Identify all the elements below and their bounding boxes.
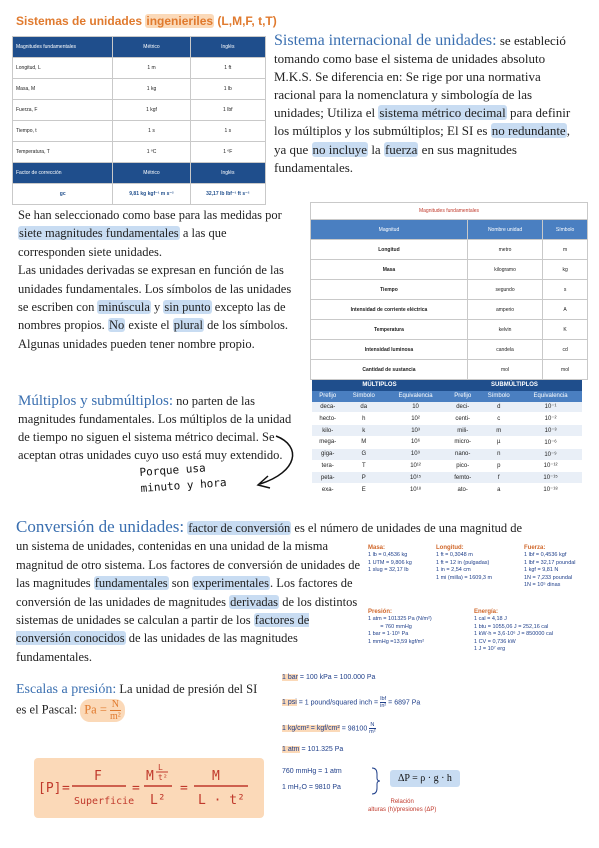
svg-text:M: M	[212, 769, 220, 784]
handwritten-note: Porque usa minuto y hora	[139, 461, 227, 495]
multiples-paragraph: Múltiplos y submúltiplos: no parten de las magnitudes fundamentales. Los múltiplos de la unidad de tiempo no siguen el sistema métrico decimal. Se aceptan otras unidades cuyo uso está muy extendido.	[18, 393, 292, 462]
ing-header: Magnitudes fundamentales	[13, 37, 113, 58]
arrow-icon	[246, 432, 306, 492]
factors-masa: Masa: 1 lb = 0,4536 kg 1 UTM = 9,806 kg 1 slug = 32,17 lb	[368, 545, 412, 574]
table-row: Temperatura, T 1 ºC 1 ºF	[13, 142, 266, 163]
factors-energia: Energía: 1 cal = 4,18 J 1 btu = 1055,06 J = 252,16 cal 1 kW·h = 3,6·10⁶ J = 850000 cal 1 CV = 0,736 kW 1 J = 10⁷ erg	[474, 609, 554, 653]
kgcm-line: 1 kg/cm² = kgf/cm² = 98100 $\frac{N}{\text{m²}}$	[282, 722, 376, 735]
ing-table	[12, 36, 266, 205]
table-row: tera- T 10¹² pico- p 10⁻¹²	[312, 460, 582, 472]
svg-text:M: M	[146, 769, 154, 784]
table-row: Tiempo segundo s	[311, 280, 588, 300]
bar-line: 1 bar = 100 kPa = 100.000 Pa	[282, 674, 376, 681]
multiples-table: MÚLTIPLOS SUBMÚLTIPLOS Prefijo Símbolo Equivalencia Prefijo Símbolo Equivalencia deca- da 10 deci- d 10⁻¹ hecto- h 10² centi- c 10⁻² kilo- k 10³ mili- m 10⁻³ mega- M 10⁶ micro- µ 10⁻⁶ giga- G 10⁹ nano- n 10⁻⁹ tera- T 10¹² pico- p 10⁻¹² peta- P 10¹⁵ femto- f 10⁻¹⁵ exa- E 10¹⁸ ato- a 10⁻¹⁸	[312, 380, 582, 496]
svg-text:t²: t²	[158, 773, 168, 782]
si-paragraph: Sistema internacional de unidades: se estableció tomando como base el sistema de unidades absoluto M.K.S. Se diferencia en: Se rige por una normativa racional para la nomenclatura y simbología de las unidades; Utiliza el sistema métrico decimal para definir los múltiplos y los submúltiplos; El SI es no redundante, ya que no incluye la fuerza en sus magnitudes fundamentales.	[274, 32, 571, 175]
pascal-definition: Pa = $\frac{N}{\text{m²}}$	[80, 699, 125, 722]
formula-drawing	[34, 758, 264, 818]
mh2o-line: 1 mH₂O = 9810 Pa	[282, 784, 341, 791]
table-row: Factor de corrección Métrico Inglés	[13, 163, 266, 184]
ing-header: Métrico	[113, 37, 190, 58]
svg-text:Superficie: Superficie	[74, 796, 135, 807]
magnitudes-table: Magnitudes fundamentales Magnitud Nombre unidad Símbolo Longitud metro m Masa kilogramo kg Tiempo segundo s Intensidad de corriente eléctrica amperio A Temperatura kelvin K Intensidad luminosa candela cd Cantidad de sustancia mol mol	[310, 202, 588, 380]
si-heading: Sistema internacional de unidades:	[274, 32, 497, 49]
mmhg-line: 760 mmHg = 1 atm	[282, 768, 342, 775]
table-row: Masa kilogramo kg	[311, 260, 588, 280]
svg-text:L: L	[158, 763, 163, 772]
magnitudes-caption: Magnitudes fundamentales	[311, 203, 588, 220]
multiples-heading: Múltiplos y submúltiplos:	[18, 393, 174, 409]
conversion-paragraph: Conversión de unidades: factor de conversión es el número de unidades de una magnitud de un sistema de unidades, contenidas en una unidad de la misma magnitud de otro sistema. Los factores de conversión de unidades de las magnitudes fundamentales son experimentales. Los factores de conversión de las unidades de magnitudes derivadas de los distintos sistemas de unidades se calculan a partir de los factores de conversión conocidos de las unidades de las magnitudes fundamentales.	[16, 517, 523, 664]
table-row: gc 9,81 kg kgf⁻¹ m s⁻² 32,17 lb lbf⁻¹ ft s⁻²	[13, 184, 266, 205]
svg-text:=: =	[180, 781, 188, 796]
table-row: hecto- h 10² centi- c 10⁻²	[312, 413, 582, 425]
table-row: Longitud metro m	[311, 240, 588, 260]
ing-title: Sistemas de unidades ingenieriles (L,M,F, t,T)	[16, 14, 277, 28]
table-row: Tiempo, t 1 s 1 s	[13, 121, 266, 142]
formula-lhs: [P]	[38, 781, 62, 796]
table-row: kilo- k 10³ mili- m 10⁻³	[312, 425, 582, 437]
pressure-heading: Escalas a presión:	[16, 682, 117, 697]
svg-text:F: F	[94, 769, 102, 784]
table-row: Temperatura kelvin K	[311, 320, 588, 340]
factors-longitud: Longitud: 1 ft = 0,3048 m 1 ft = 12 in (pulgadas) 1 in = 2,54 cm 1 mi (milla) = 1609,3 m	[436, 545, 493, 581]
pressure-paragraph: Escalas a presión: La unidad de presión del SI es el Pascal: Pa = $\frac{N}{\text{m²}}$	[16, 682, 258, 722]
brace-icon	[370, 766, 382, 796]
pressure-formula	[34, 758, 264, 818]
svg-text:L²: L²	[150, 793, 166, 808]
base-paragraph: Se han seleccionado como base para las medidas por siete magnitudes fundamentales a las que corresponden siete unidades. Las unidades derivadas se expresan en función de las unidades fundamentales. Los símbolos de las unidades se escriben con minúscula y sin punto excepto las de nombres propios. No existe el plural de los símbolos. Algunas unidades pueden tener nombre propio.	[18, 208, 292, 351]
table-row: exa- E 10¹⁸ ato- a 10⁻¹⁸	[312, 484, 582, 496]
factors-presion: Presión: 1 atm = 101325 Pa (N/m²) = 760 mmHg 1 bar = 1·10⁵ Pa 1 mmHg =13,59 kgf/m²	[368, 609, 432, 645]
factors-fuerza: Fuerza: 1 lbf = 0,4536 kgf 1 lbf = 32,17 poundal 1 kgf = 9,81 N 1N = 7,233 poundal 1N = 10⁵ dinas	[524, 545, 576, 589]
table-row: peta- P 10¹⁵ femto- f 10⁻¹⁵	[312, 472, 582, 484]
table-row: Intensidad luminosa candela cd	[311, 340, 588, 360]
table-row: giga- G 10⁹ nano- n 10⁻⁹	[312, 448, 582, 460]
conversion-factors	[366, 545, 594, 665]
table-row: Masa, M 1 kg 1 lb	[13, 79, 266, 100]
conversion-heading: Conversión de unidades:	[16, 517, 185, 536]
table-row: Longitud, L 1 m 1 ft	[13, 58, 266, 79]
table-row: Fuerza, F 1 kgf 1 lbf	[13, 100, 266, 121]
table-row: Cantidad de sustancia mol mol	[311, 360, 588, 380]
svg-text:=: =	[62, 781, 70, 796]
svg-text:=: =	[132, 781, 140, 796]
ing-header: Inglés	[190, 37, 265, 58]
psi-line: 1 psi = 1 pound/squared inch = lbf in² = 6897 Pa	[282, 696, 421, 709]
svg-text:L · t²: L · t²	[198, 793, 245, 808]
atm-line: 1 atm = 101.325 Pa	[282, 746, 344, 753]
delta-p-formula: ΔP = ρ · g · h	[390, 770, 460, 787]
table-row: Intensidad de corriente eléctrica amperio A	[311, 300, 588, 320]
relation-caption: Relación alturas (h)/presiones (ΔP)	[368, 799, 437, 813]
table-row: mega- M 10⁶ micro- µ 10⁻⁶	[312, 436, 582, 448]
table-row: deca- da 10 deci- d 10⁻¹	[312, 402, 582, 413]
